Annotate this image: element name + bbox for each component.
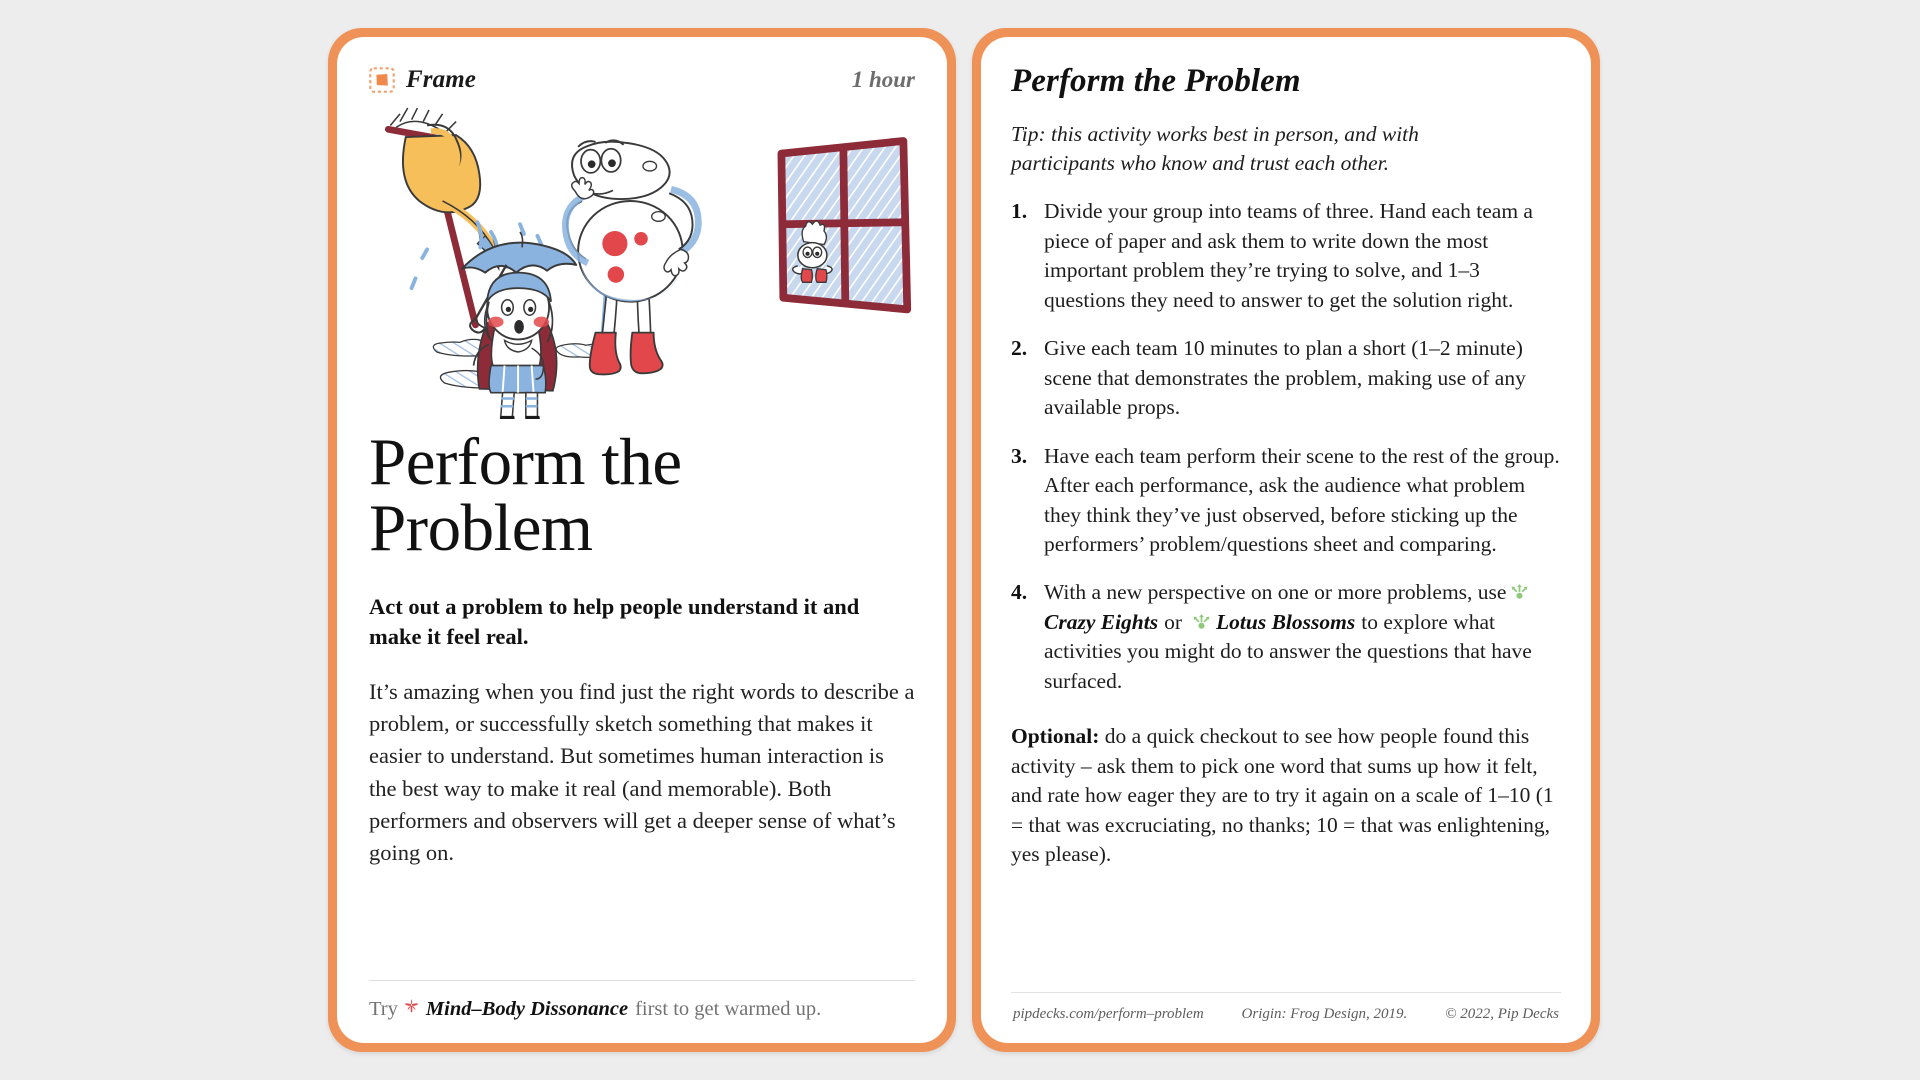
step-text: Give each team 10 minutes to plan a short (1–2 minute) scene that demonstrates the problem, making use of any available props. [1044, 336, 1526, 420]
step-number: 4. [1011, 580, 1028, 605]
related-card-footer [369, 980, 915, 1043]
card-pair [328, 28, 1600, 1052]
page-title: Perform the Problem [369, 425, 682, 566]
frame-icon [369, 67, 395, 93]
footer-suffix: first to get warmed up. [635, 998, 822, 1020]
card-back-title: Perform the Problem [1011, 63, 1301, 99]
step-number: 2. [1011, 336, 1028, 361]
optional-paragraph [1011, 722, 1561, 869]
related-card-crazy-eights[interactable]: Crazy Eights [1044, 609, 1159, 634]
steps-list [1011, 197, 1561, 715]
footer-origin: Origin: Frog Design, 2019. [1241, 1006, 1408, 1022]
card-back[interactable] [972, 28, 1600, 1052]
window-illustration [781, 141, 907, 309]
card-illustration [369, 103, 915, 419]
step4-suffix: to explore what activities you might do to answer the questions that have surfaced. [1044, 609, 1532, 693]
duration-label: 1 hour [851, 67, 915, 92]
footer-copyright: © 2022, Pip Decks [1445, 1006, 1559, 1022]
lotus-blossoms-icon [1192, 613, 1211, 632]
step-number: 1. [1011, 199, 1028, 224]
crazy-eights-icon [1510, 583, 1529, 602]
footer-url[interactable]: pipdecks.com/perform–problem [1013, 1006, 1204, 1022]
category-group [369, 66, 476, 94]
step-text-mixed [1044, 578, 1561, 696]
related-card-lotus-blossoms[interactable]: Lotus Blossoms [1216, 609, 1356, 634]
category-label: Frame [406, 66, 476, 93]
card-back-inner [981, 37, 1591, 1043]
spotted-character [565, 140, 698, 374]
card-body-text: It’s amazing when you find just the right words to describe a problem, or successfully sketch something that makes it easier to understand. But sometimes human interaction is the best way to make it real (and memorable). Both performers and observers will get a deeper sense of what’s going on. [369, 678, 915, 866]
step-item [1011, 578, 1561, 696]
step-item [1011, 197, 1561, 315]
card-subtitle: Act out a problem to help people understand it and make it feel real. [369, 593, 860, 649]
card-header [369, 63, 915, 97]
step-number: 3. [1011, 443, 1028, 468]
optional-label: Optional: [1011, 724, 1100, 749]
step4-mid: or [1164, 609, 1183, 634]
step-item [1011, 334, 1561, 422]
step-item [1011, 442, 1561, 560]
related-card-name[interactable]: Mind–Body Dissonance [425, 998, 629, 1020]
step-text: Have each team perform their scene to the rest of the group. After each performance, ask the audience what problem they think they’ve just observed, before sticking up the performers’ problem/questions sheet and comparing. [1044, 443, 1560, 557]
girl-with-umbrella [462, 232, 576, 419]
illustration-svg [369, 103, 915, 419]
card-front-inner [337, 37, 947, 1043]
tip-text: Tip: this activity works best in person, and with participants who know and trust each other. [1011, 122, 1419, 175]
step4-prefix: With a new perspective on one or more problems, use [1044, 580, 1507, 605]
card-back-footer [1011, 992, 1561, 1043]
card-front[interactable] [328, 28, 956, 1052]
footer-prefix: Try [369, 998, 398, 1020]
mind-body-dissonance-icon [402, 996, 421, 1015]
step-text: Divide your group into teams of three. Hand each team a piece of paper and ask them to write down the most important problem they’re trying to solve, and 1–3 questions they need to answer to get the solution right. [1044, 199, 1533, 312]
optional-text: do a quick checkout to see how people found this activity – ask them to pick one word that sums up how it felt, and rate how eager they are to try it again on a scale of 1–10 (1 = that was excruciating, no thanks; 10 = that was enlightening, yes please). [1011, 724, 1554, 867]
